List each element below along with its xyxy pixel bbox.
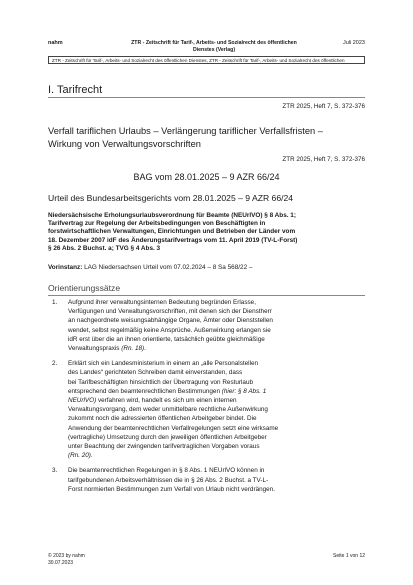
list-item-line: Forst normierten Bestimmungen zum Verfall von Urlaub nicht verdrängen. <box>68 485 275 493</box>
text-run: entsprechend den beamtenrechtlichen Bestimmungen <box>68 387 222 395</box>
list-item-line: Verfügungen und Verwaltungsvorschriften, mit denen sich der Dienstherr <box>68 308 272 316</box>
text-run: (hier: § 8 Abs. 1 <box>221 387 267 395</box>
footer-copyright: © 2023 by nahm <box>48 553 85 559</box>
norms-line: forstwirtschaftlichen Verwaltungen, Einrichtungen und Betrieben der Länder vom <box>48 228 296 236</box>
list-item-line: an nachgeordnete weisungsabhängige Organe, Ämter oder Dienststellen <box>68 317 273 325</box>
list-item-line <box>68 344 368 353</box>
list-item <box>48 359 368 460</box>
header-strip: ZTR - Zeitschrift für Tarif-, Arbeits- und Sozialrecht des öffentlichen Dienstes, ZTR - Zeitschrift für Tarif-, Arbeits- und Sozialrecht des öffentlichen <box>48 56 365 64</box>
page-number: Seite 1 von 12 <box>333 553 365 559</box>
text-run: verfahren wird, handelt es sich um einen internen <box>96 397 237 405</box>
list-item-line: (vertragliche) Umsetzung durch den jeweiligen öffentlichen Arbeitgeber <box>68 433 267 441</box>
list-item-line: bei Tarifbeschäftigten hinsichtlich der Übertragung von Resturlaub <box>68 378 254 386</box>
list-item-line: unter Beachtung der zwingenden tarifvertraglichen Vorgaben voraus <box>68 443 260 451</box>
list-item-line: Verwaltungsvorgang, dem weder unmittelbare rechtliche Außenwirkung <box>68 406 268 414</box>
header-journal <box>124 40 304 53</box>
list-item-line <box>68 387 368 396</box>
article-title <box>48 125 368 150</box>
lower-instance-label: Vorinstanz: <box>48 264 83 271</box>
list-item-line: Erklärt sich ein Landesministerium in einem an „alle Personalstellen <box>68 360 259 368</box>
list-item-line: Anwendung der beamtenrechtlichen Verfallregelungen setzt eine wirksame <box>68 424 279 432</box>
list-item-number: 1. <box>52 299 58 306</box>
list-item-line: Aufgrund ihrer verwaltungsinternen Bedeutung begründen Erlasse, <box>68 299 256 306</box>
article-title-line2: Wirkung von Verwaltungsvorschriften <box>48 138 201 149</box>
lower-instance <box>48 264 253 271</box>
list-item-line: Die beamtenrechtlichen Regelungen in § 8 Abs. 1 NEUrlVO können in <box>68 467 265 475</box>
decision-heading: BAG vom 28.01.2025 – 9 AZR 66/24 <box>133 172 280 182</box>
norms-line: 18. Dezember 2007 idF des Änderungstarifvertrags vom 11. April 2019 (TV-L-Forst) <box>48 236 298 244</box>
norms-block <box>48 212 368 253</box>
margin-ref: (Rn. 20) <box>68 452 91 460</box>
judgment-line: Urteil des Bundesarbeitsgerichts vom 28.01.2025 – 9 AZR 66/24 <box>48 193 294 203</box>
text-run: . <box>144 345 146 353</box>
norms-line: § 26 Abs. 2 Buchst. a; TVG § 4 Abs. 3 <box>48 244 161 252</box>
list-item-line: wendet, selbst regelmäßig keine Ansprüche. Außenwirkung erlangen sie <box>68 326 271 334</box>
citation: ZTR 2025, Heft 7, S. 372-376 <box>282 103 365 110</box>
article-title-line1: Verfall tariflichen Urlaubs – Verlängerung tariflicher Verfallsfristen – <box>48 126 323 136</box>
header-date: Juli 2023 <box>342 40 365 46</box>
lower-instance-text: LAG Niedersachsen Urteil vom 07.02.2024 – 8 Sa 568/22 – <box>82 264 253 271</box>
header-publisher: nahm <box>48 40 63 46</box>
guidelines-divider <box>48 295 365 296</box>
citation-secondary: ZTR 2025, Heft 7, S. 372-376 <box>282 156 365 163</box>
list-item <box>48 298 368 353</box>
margin-ref: (Rn. 18) <box>121 345 145 353</box>
guidelines-list <box>48 298 368 500</box>
list-item-line: tarifgebundenen Arbeitsverhältnissen die in § 26 Abs. 2 Buchst. a TV-L- <box>68 476 269 484</box>
list-item-line <box>68 396 368 405</box>
list-item-line: des Landes“ gerichteten Schreiben damit einverstanden, dass <box>68 369 243 377</box>
guidelines-heading: Orientierungssätze <box>48 283 121 293</box>
norms-line: Tarifvertrag zur Regelung der Arbeitsbedingungen von Beschäftigten in <box>48 220 266 228</box>
footer-date: 30.07.2023 <box>48 559 74 566</box>
header-journal-line1: ZTR - Zeitschrift für Tarif-, Arbeits- und Sozialrecht des öffentlichen <box>131 40 297 46</box>
list-item-number: 2. <box>52 360 58 368</box>
text-run: NEUrlVO) <box>68 397 97 405</box>
section-heading: I. Tarifrecht <box>48 84 103 96</box>
list-item-line: idR erst über die an ihnen orientierte, tatsächlich geübte gleichmäßige <box>68 335 265 343</box>
text-run: Verwaltungspraxis <box>68 345 122 353</box>
footer-left <box>48 553 85 566</box>
text-run: . <box>90 452 93 460</box>
list-item-line: zukommt noch die adressierten öffentlichen Arbeitgeber bindet. Die <box>68 415 257 423</box>
list-item-number: 3. <box>52 467 58 475</box>
norms-line: Niedersächsische Erholungsurlaubsverordnung für Beamte (NEUrlVO) § 8 Abs. 1; <box>48 212 296 219</box>
list-item <box>48 466 368 494</box>
list-item-line <box>68 451 368 460</box>
section-divider <box>48 97 365 98</box>
header-journal-line2: Dienstes (Verlag) <box>192 46 236 53</box>
